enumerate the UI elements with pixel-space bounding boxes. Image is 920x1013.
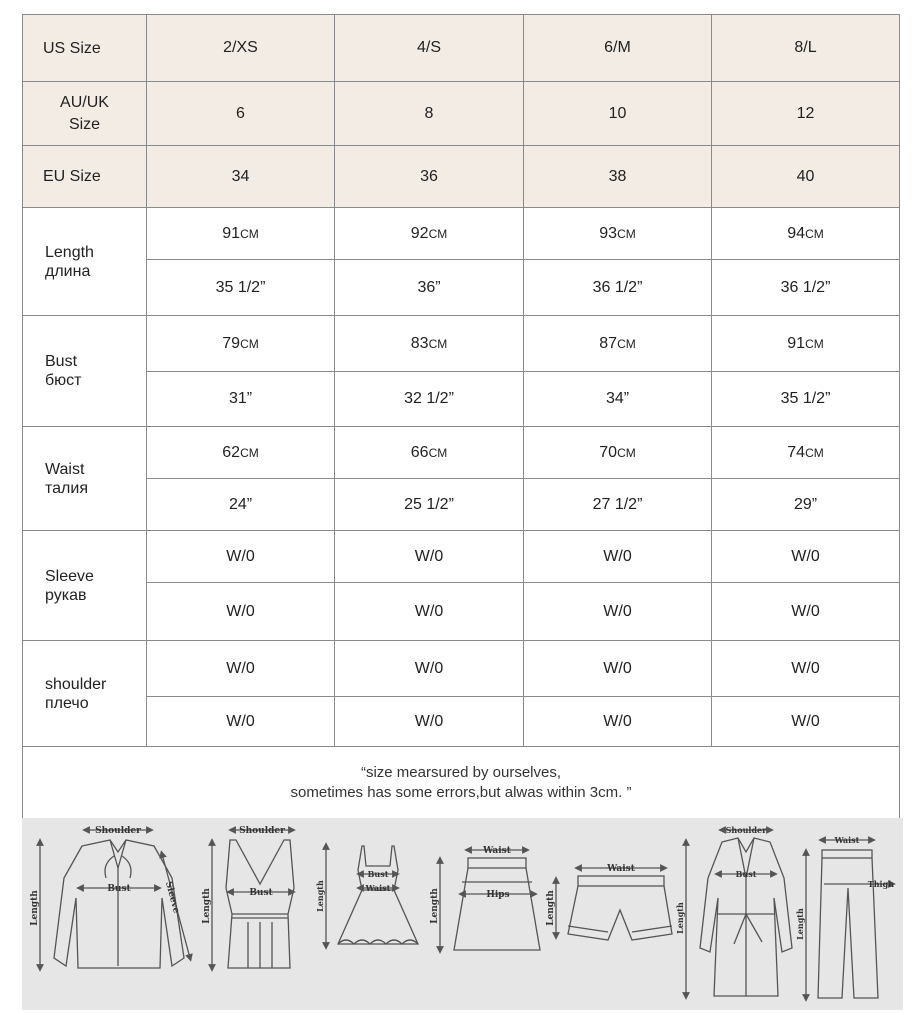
waist-label-en: Waist (45, 460, 85, 478)
us-size-cell: 2/XS (147, 15, 335, 82)
us-size-label: US Size (23, 15, 147, 82)
length-inch-cell: 35 1/2” (147, 260, 335, 316)
trousers-waist-label: Waist (834, 835, 860, 845)
shoulder-label (23, 641, 147, 747)
blouse-shoulder-label: Shoulder (95, 826, 141, 836)
tank-top-diagram (212, 830, 294, 968)
waist-cm-cell: 70CM (524, 427, 712, 479)
sleeve-cell: W/0 (524, 583, 712, 641)
size-chart-table (22, 14, 900, 819)
sleeve-cell: W/0 (147, 531, 335, 583)
eu-size-cell: 36 (335, 146, 524, 208)
trousers-diagram (806, 840, 892, 998)
waist-cm-cell: 66CM (335, 427, 524, 479)
length-cm-cell: 94CM (712, 208, 900, 260)
trousers-length-label: Length (795, 908, 805, 940)
shoulder-cell: W/0 (524, 641, 712, 697)
garment-diagrams (22, 818, 903, 1010)
shoulder-cell: W/0 (335, 697, 524, 747)
coat-shoulder-label: Shoulder (725, 825, 767, 835)
coat-bust-label: Bust (735, 869, 757, 879)
us-size-row (23, 15, 900, 82)
sleeve-cell: W/0 (335, 583, 524, 641)
bust-inch-row (23, 372, 900, 427)
blouse-length-label: Length (30, 890, 40, 926)
measurement-illustration (22, 818, 903, 1010)
length-label-ru: длина (45, 262, 91, 280)
length-cm-row (23, 208, 900, 260)
bust-inch-cell: 31” (147, 372, 335, 427)
waist-label (23, 427, 147, 531)
sleeve-cell: W/0 (712, 531, 900, 583)
dress-diagram (326, 846, 418, 946)
us-size-cell: 8/L (712, 15, 900, 82)
shoulder-cell: W/0 (335, 641, 524, 697)
au-uk-size-cell: 10 (524, 82, 712, 146)
dress-length-label: Length (315, 880, 325, 912)
length-inch-cell: 36 1/2” (524, 260, 712, 316)
bust-cm-cell: 91CM (712, 316, 900, 372)
length-label (23, 208, 147, 316)
waist-inch-cell: 24” (147, 479, 335, 531)
us-size-cell: 4/S (335, 15, 524, 82)
bust-label (23, 316, 147, 427)
tank-shoulder-label: Shoulder (239, 826, 285, 836)
shoulder-label-ru: плечо (45, 694, 89, 712)
shoulder-row-1 (23, 641, 900, 697)
shorts-diagram (556, 868, 672, 940)
bust-cm-cell: 83CM (335, 316, 524, 372)
bust-inch-cell: 35 1/2” (712, 372, 900, 427)
sleeve-label-ru: рукав (45, 586, 87, 604)
waist-inch-cell: 27 1/2” (524, 479, 712, 531)
eu-size-cell: 34 (147, 146, 335, 208)
length-cm-cell: 93CM (524, 208, 712, 260)
waist-inch-cell: 29” (712, 479, 900, 531)
waist-inch-cell: 25 1/2” (335, 479, 524, 531)
bust-label-ru: бюст (45, 372, 82, 389)
sleeve-label-en: Sleeve (45, 567, 94, 585)
sleeve-cell: W/0 (147, 583, 335, 641)
sleeve-cell: W/0 (712, 583, 900, 641)
measurement-note (23, 747, 900, 819)
waist-inch-row (23, 479, 900, 531)
length-cm-cell: 92CM (335, 208, 524, 260)
eu-size-label: EU Size (23, 146, 147, 208)
blouse-sleeve-label: Sleeve (162, 880, 181, 915)
shoulder-cell: W/0 (147, 697, 335, 747)
au-uk-label-line1: AU/UK (60, 93, 109, 111)
sleeve-row-2 (23, 583, 900, 641)
shoulder-cell: W/0 (147, 641, 335, 697)
au-uk-size-row (23, 82, 900, 146)
shorts-waist-label: Waist (607, 864, 635, 874)
sleeve-cell: W/0 (335, 531, 524, 583)
skirt-hips-label: Hips (486, 890, 510, 900)
us-size-cell: 6/M (524, 15, 712, 82)
tank-bust-label: Bust (249, 888, 273, 898)
au-uk-size-label (23, 82, 147, 146)
note-row (23, 747, 900, 819)
skirt-diagram (440, 850, 540, 950)
bust-label-en: Bust (45, 353, 78, 370)
note-line-1: “size mearsured by ourselves, (360, 763, 562, 781)
eu-size-row (23, 146, 900, 208)
length-inch-cell: 36” (335, 260, 524, 316)
note-line-2: sometimes has some errors,but alwas within 3cm. ” (290, 783, 632, 801)
length-cm-cell: 91CM (147, 208, 335, 260)
waist-cm-cell: 62CM (147, 427, 335, 479)
bust-cm-cell: 79CM (147, 316, 335, 372)
tank-length-label: Length (202, 888, 212, 924)
shoulder-row-2 (23, 697, 900, 747)
shoulder-cell: W/0 (712, 641, 900, 697)
bust-cm-cell: 87CM (524, 316, 712, 372)
au-uk-size-cell: 8 (335, 82, 524, 146)
coat-diagram (686, 830, 792, 996)
bust-inch-cell: 34” (524, 372, 712, 427)
eu-size-cell: 40 (712, 146, 900, 208)
length-inch-row (23, 260, 900, 316)
dress-waist-label: Waist (365, 883, 391, 893)
length-inch-cell: 36 1/2” (712, 260, 900, 316)
eu-size-cell: 38 (524, 146, 712, 208)
length-label-en: Length (45, 243, 94, 261)
waist-label-ru: талия (45, 479, 88, 497)
blouse-bust-label: Bust (107, 884, 131, 894)
sleeve-label (23, 531, 147, 641)
shoulder-cell: W/0 (712, 697, 900, 747)
shoulder-label-en: shoulder (45, 675, 107, 693)
au-uk-size-cell: 12 (712, 82, 900, 146)
bust-cm-row (23, 316, 900, 372)
skirt-length-label: Length (430, 888, 440, 924)
waist-cm-cell: 74CM (712, 427, 900, 479)
coat-length-label: Length (675, 902, 685, 934)
au-uk-size-cell: 6 (147, 82, 335, 146)
trousers-thigh-label: Thigh (867, 879, 894, 889)
bust-inch-cell: 32 1/2” (335, 372, 524, 427)
waist-cm-row (23, 427, 900, 479)
shoulder-cell: W/0 (524, 697, 712, 747)
dress-bust-label: Bust (367, 869, 389, 879)
au-uk-label-line2: Size (68, 115, 101, 133)
shorts-length-label: Length (546, 890, 556, 926)
sleeve-cell: W/0 (524, 531, 712, 583)
skirt-waist-label: Waist (483, 846, 511, 856)
sleeve-row-1 (23, 531, 900, 583)
